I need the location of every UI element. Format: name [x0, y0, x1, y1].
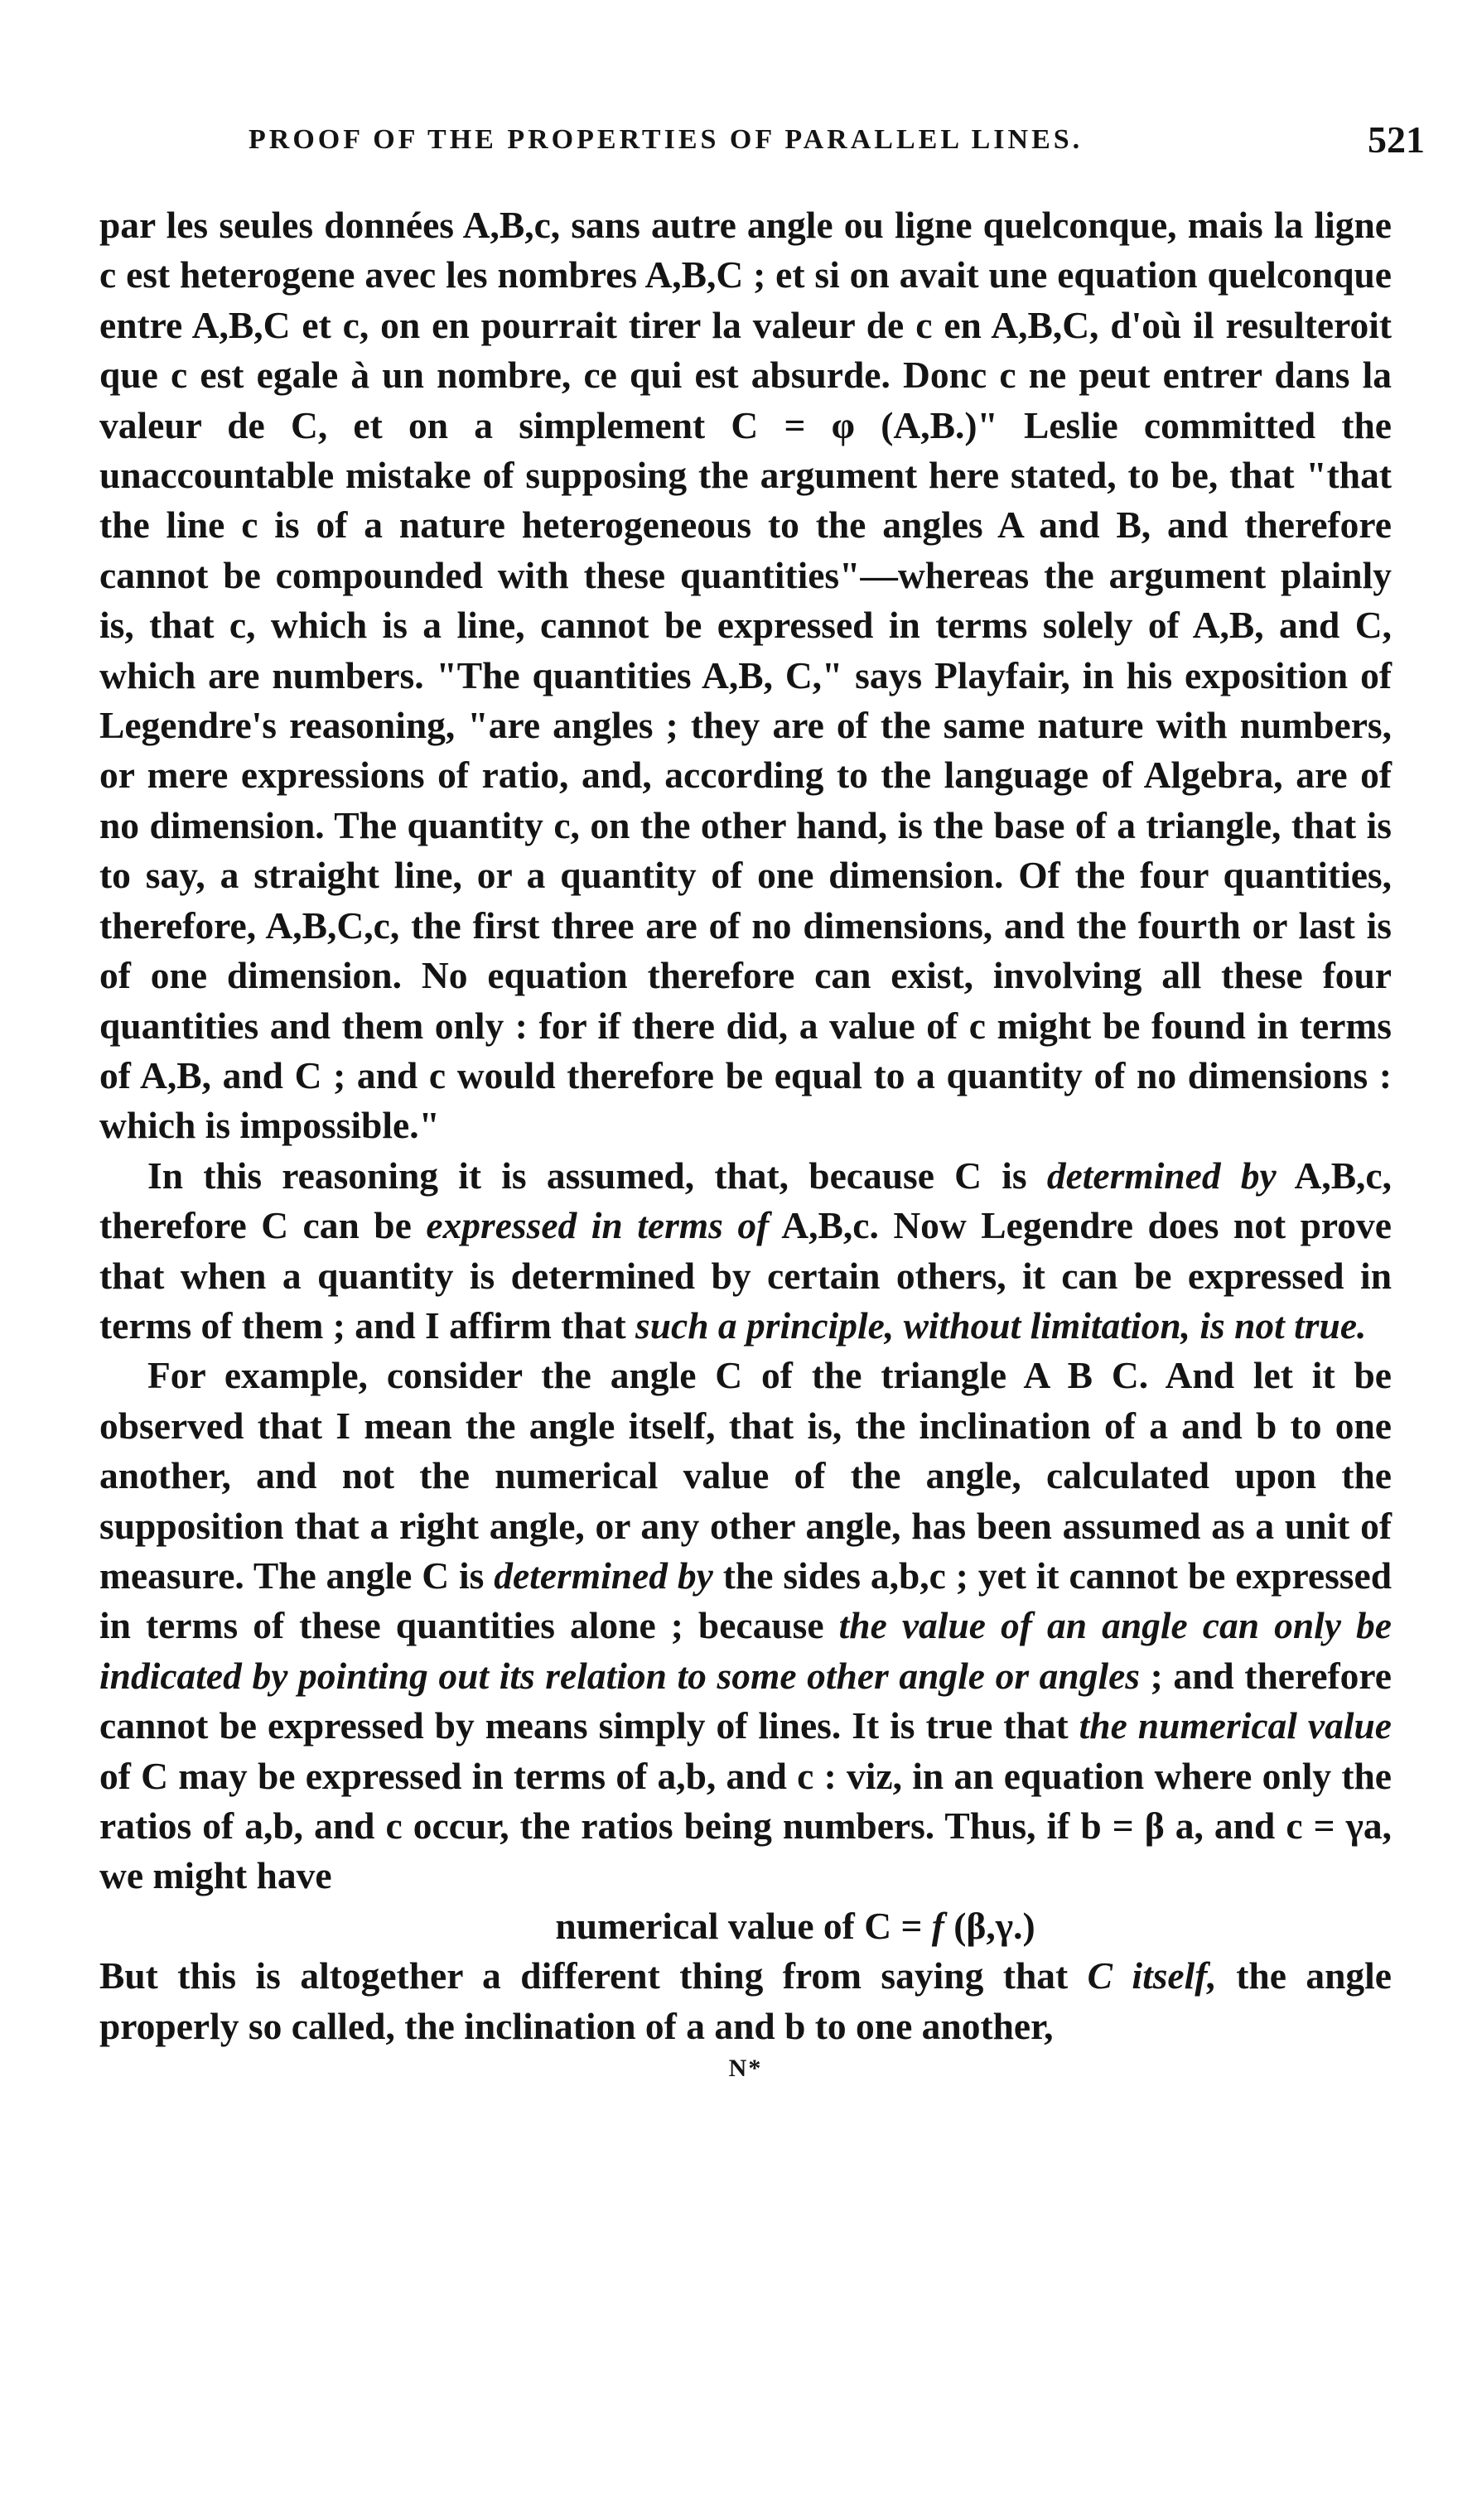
paragraph-1 — [99, 200, 1392, 1151]
text-run: the sides a,b,c ; yet it cannot be expressed in terms of these quantities alone ; because — [99, 1554, 1393, 1647]
text-run: For example, consider the angle C of the triangle A B C. And let it be observed that I mean the angle itself, that is, the inclination of a and b to one another, and not the numerical value of the angle, calculated upon the supposition that a right angle, or any other angle, has been assumed as a unit of measure. The angle C is — [99, 1354, 1392, 1597]
running-head: PROOF OF THE PROPERTIES OF PARALLEL LINES. — [249, 124, 1084, 155]
italic-run: determined by — [494, 1554, 713, 1597]
text-run: (β,γ.) — [944, 1904, 1035, 1947]
text-run: numerical value of C = — [555, 1904, 932, 1947]
paragraph-4 — [99, 1951, 1392, 2051]
signature-mark: N* — [728, 2055, 763, 2083]
text-run: ; and therefore cannot be expressed by means simply of lines. It is true that — [99, 1654, 1392, 1747]
italic-run: f — [931, 1904, 944, 1947]
text-run: the angle properly so called, the inclination of a and b to one another, — [99, 1954, 1393, 2047]
formula-line — [99, 1901, 1392, 1951]
page-header — [99, 118, 1425, 174]
body-text — [99, 200, 1392, 2051]
paragraph-2 — [99, 1151, 1392, 1352]
italic-run: the numerical value — [1079, 1704, 1393, 1747]
italic-run: C itself, — [1087, 1954, 1217, 1997]
paragraph-3 — [99, 1351, 1392, 1901]
text-run: par les seules données A,B,c, sans autre angle ou ligne quelconque, mais la ligne c est heterogene avec les nombres A,B,C ; et si on avait une equation quelconque entre A,B,C et c, on en pourrait tirer la valeur de c en A,B,C, d'où il resulteroit que c est egale à un nombre, ce qui est absurde. Donc c ne peut entrer dans la valeur de C, et on a simplement C = φ (A,B.)" Leslie committed the unaccountable mistake of supposing the argument here stated, to be, that "that the line c is of a nature heterogeneous to the angles A and B, and therefore cannot be compounded with these quantities"—whereas the argument plainly is, that c, which is a line, cannot be expressed in terms solely of A,B, and C, which are numbers. "The quantities A,B, C," says Playfair, in his exposition of Legendre's reasoning, "are angles ; they are of the same nature with numbers, or mere expressions of ratio, and, according to the language of Algebra, are of no dimension. The quantity c, on the other hand, is the base of a triangle, that is to say, a straight line, or a quantity of one dimension. Of the four quantities, therefore, A,B,C,c, the first three are of no dimensions, and the fourth or last is of one dimension. No equation therefore can exist, involving all these four quantities and them only : for if there did, a value of c might be found in terms of A,B, and C ; and c would therefore be equal to a quantity of no dimensions : which is impossible." — [99, 204, 1392, 1147]
text-run: A,B,c, therefore C can be — [99, 1154, 1393, 1247]
italic-run: the value of an angle can only be indicated by pointing out its relation to some other angle or angles — [99, 1604, 1392, 1697]
page-number: 521 — [1368, 118, 1425, 161]
italic-run: expressed in terms of — [426, 1204, 770, 1247]
text-run: In this reasoning it is assumed, that, because C is — [147, 1154, 1047, 1197]
italic-run: determined by — [1046, 1154, 1277, 1197]
italic-run: such a principle, without limitation, is not true. — [635, 1303, 1367, 1347]
document-page — [99, 118, 1425, 2083]
text-run: But this is altogether a different thing from saying that — [99, 1954, 1088, 1997]
text-run: A,B,c. Now Legendre does not prove that when a quantity is determined by certain others, it can be expressed in terms of them ; and I affirm that — [99, 1204, 1393, 1347]
text-run: of C may be expressed in terms of a,b, and c : viz, in an equation where only the ratios of a,b, and c occur, the ratios being numbers. Thus, if b = β a, and c = γa, we might have — [99, 1754, 1392, 1897]
